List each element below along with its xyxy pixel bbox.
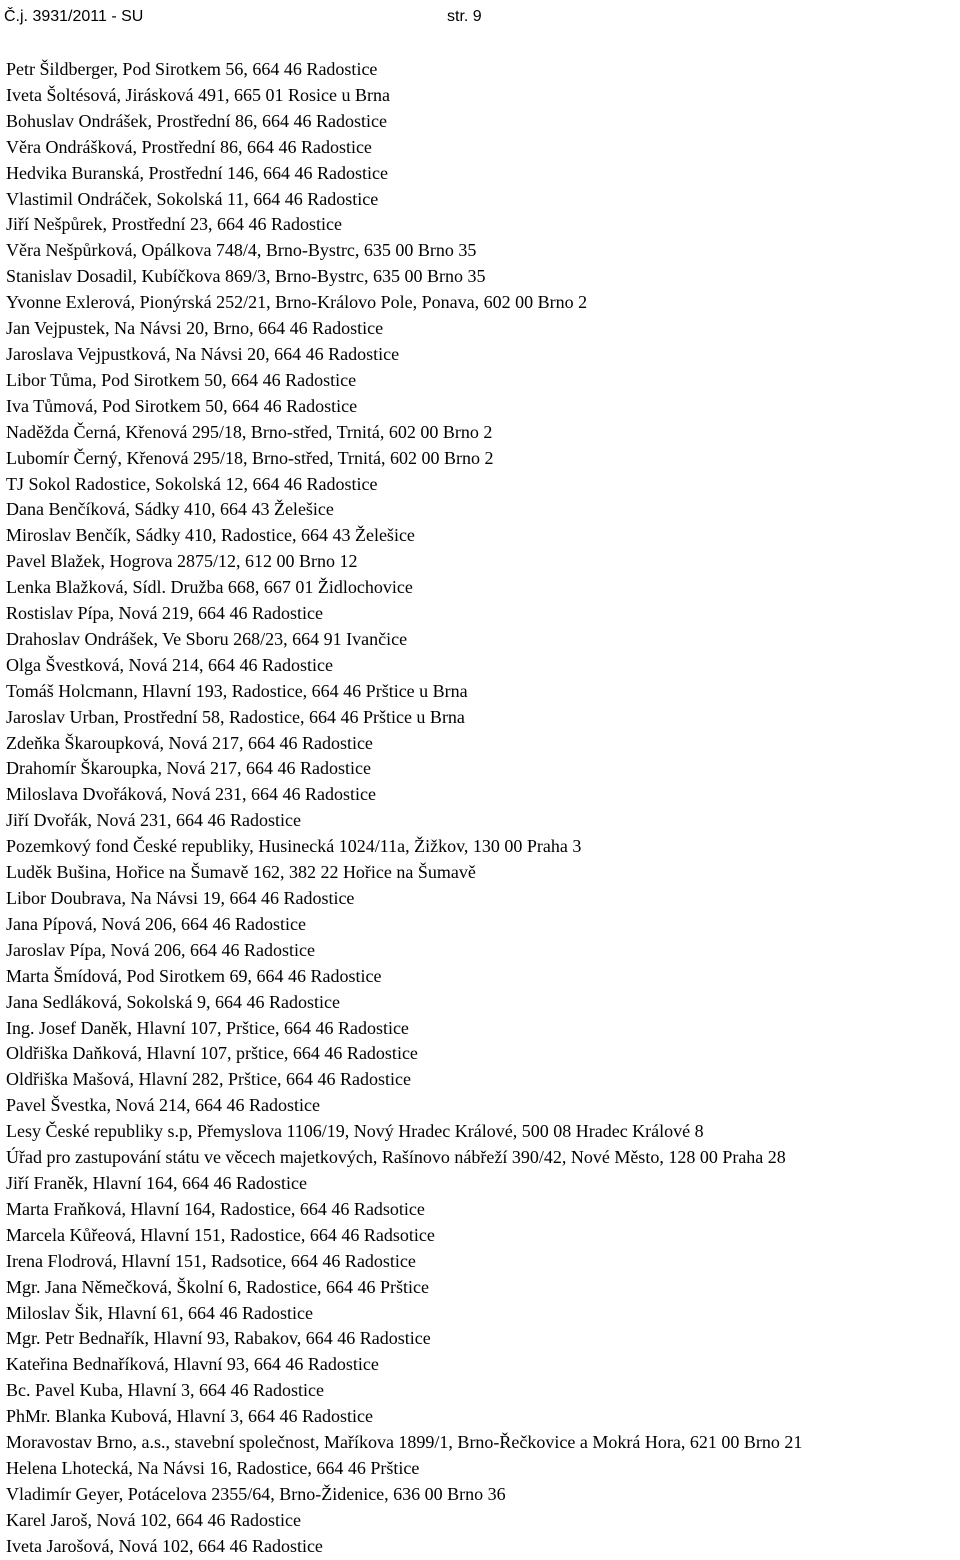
list-item: Miloslav Šik, Hlavní 61, 664 46 Radostice — [6, 1302, 313, 1323]
list-item: Lenka Blažková, Sídl. Družba 668, 667 01 Židlochovice — [6, 577, 413, 598]
list-item: Pavel Blažek, Hogrova 2875/12, 612 00 Brno 12 — [6, 551, 358, 572]
list-item: Jiří Franěk, Hlavní 164, 664 46 Radostice — [6, 1172, 307, 1193]
list-item: Miloslava Dvořáková, Nová 231, 664 46 Radostice — [6, 784, 376, 805]
list-item: Dana Benčíková, Sádky 410, 664 43 Želešice — [6, 499, 334, 520]
list-item: Jana Sedláková, Sokolská 9, 664 46 Radostice — [6, 991, 340, 1012]
list-item: Karel Jaroš, Nová 102, 664 46 Radostice — [6, 1509, 301, 1530]
list-item: Libor Tůma, Pod Sirotkem 50, 664 46 Radostice — [6, 369, 357, 390]
list-item: Jiří Nešpůrek, Prostřední 23, 664 46 Radostice — [6, 214, 342, 235]
list-item: Iveta Jarošová, Nová 102, 664 46 Radostice — [6, 1535, 323, 1556]
list-item: Kateřina Bednaříková, Hlavní 93, 664 46 Radostice — [6, 1354, 379, 1375]
list-item: Petr Šildberger, Pod Sirotkem 56, 664 46 Radostice — [6, 59, 378, 79]
list-item: Úřad pro zastupování státu ve věcech majetkových, Rašínovo nábřeží 390/42, Nové Město, 128 00 Praha 28 — [6, 1147, 786, 1168]
list-item: Marcela Kůřeová, Hlavní 151, Radostice, 664 46 Radsotice — [6, 1224, 435, 1245]
list-item: Zdeňka Škaroupková, Nová 217, 664 46 Radostice — [6, 732, 373, 753]
list-item: Lubomír Černý, Křenová 295/18, Brno-střed, Trnitá, 602 00 Brno 2 — [6, 447, 494, 468]
list-item: Jan Vejpustek, Na Návsi 20, Brno, 664 46 Radostice — [6, 318, 384, 339]
list-item: Jiří Dvořák, Nová 231, 664 46 Radostice — [6, 810, 301, 831]
list-item: Bc. Pavel Kuba, Hlavní 3, 664 46 Radostice — [6, 1380, 324, 1401]
list-item: Jaroslava Vejpustková, Na Návsi 20, 664 46 Radostice — [6, 343, 400, 364]
list-item: Iveta Šoltésová, Jirásková 491, 665 01 Rosice u Brna — [6, 84, 390, 105]
list-item: Iva Tůmová, Pod Sirotkem 50, 664 46 Radostice — [6, 395, 358, 416]
page-header — [4, 6, 954, 28]
list-item: Libor Doubrava, Na Návsi 19, 664 46 Radostice — [6, 888, 355, 908]
list-item: Oldřiška Mašová, Hlavní 282, Prštice, 664 46 Radostice — [6, 1069, 411, 1090]
document-reference: Č.j. 3931/2011 - SU — [4, 8, 144, 25]
list-item: Irena Flodrová, Hlavní 151, Radsotice, 664 46 Radostice — [6, 1250, 416, 1271]
list-item: Naděžda Černá, Křenová 295/18, Brno-střed, Trnitá, 602 00 Brno 2 — [6, 421, 493, 442]
list-item: Věra Nešpůrková, Opálkova 748/4, Brno-Bystrc, 635 00 Brno 35 — [6, 240, 477, 261]
list-item: Yvonne Exlerová, Pionýrská 252/21, Brno-Královo Pole, Ponava, 602 00 Brno 2 — [6, 292, 588, 313]
list-item: Tomáš Holcmann, Hlavní 193, Radostice, 664 46 Prštice u Brna — [6, 680, 468, 701]
list-item: TJ Sokol Radostice, Sokolská 12, 664 46 Radostice — [6, 473, 378, 494]
list-item: PhMr. Blanka Kubová, Hlavní 3, 664 46 Radostice — [6, 1406, 373, 1427]
list-item: Oldřiška Daňková, Hlavní 107, prštice, 664 46 Radostice — [6, 1043, 418, 1064]
list-item: Vlastimil Ondráček, Sokolská 11, 664 46 Radostice — [6, 188, 379, 209]
list-item: Pavel Švestka, Nová 214, 664 46 Radostice — [6, 1095, 320, 1116]
list-item: Mgr. Petr Bednařík, Hlavní 93, Rabakov, 664 46 Radostice — [6, 1328, 431, 1349]
recipient-list — [6, 57, 802, 1560]
list-item: Bohuslav Ondrášek, Prostřední 86, 664 46 Radostice — [6, 110, 387, 131]
list-item: Drahomír Škaroupka, Nová 217, 664 46 Radostice — [6, 758, 371, 779]
list-item: Hedvika Buranská, Prostřední 146, 664 46 Radostice — [6, 162, 388, 183]
list-item: Luděk Bušina, Hořice na Šumavě 162, 382 22 Hořice na Šumavě — [6, 862, 476, 883]
list-item: Marta Fraňková, Hlavní 164, Radostice, 664 46 Radsotice — [6, 1198, 425, 1219]
list-item: Pozemkový fond České republiky, Husinecká 1024/11a, Žižkov, 130 00 Praha 3 — [6, 836, 582, 857]
list-item: Věra Ondrášková, Prostřední 86, 664 46 Radostice — [6, 136, 372, 157]
list-item: Moravostav Brno, a.s., stavební společnost, Maříkova 1899/1, Brno-Řečkovice a Mokrá Hora, 621 00 Brno 21 — [6, 1432, 803, 1453]
list-item: Vladimír Geyer, Potácelova 2355/64, Brno-Židenice, 636 00 Brno 36 — [6, 1483, 506, 1504]
list-item: Helena Lhotecká, Na Návsi 16, Radostice, 664 46 Prštice — [6, 1457, 420, 1478]
list-item: Olga Švestková, Nová 214, 664 46 Radostice — [6, 654, 333, 675]
list-item: Marta Šmídová, Pod Sirotkem 69, 664 46 Radostice — [6, 965, 382, 986]
list-item: Ing. Josef Daněk, Hlavní 107, Prštice, 664 46 Radostice — [6, 1017, 409, 1038]
list-item: Miroslav Benčík, Sádky 410, Radostice, 664 43 Želešice — [6, 525, 415, 546]
list-item: Mgr. Jana Němečková, Školní 6, Radostice, 664 46 Prštice — [6, 1276, 429, 1297]
list-item: Lesy České republiky s.p, Přemyslova 1106/19, Nový Hradec Králové, 500 08 Hradec Králové 8 — [6, 1121, 704, 1142]
list-item: Jaroslav Urban, Prostřední 58, Radostice, 664 46 Prštice u Brna — [6, 706, 465, 727]
list-item: Jana Pípová, Nová 206, 664 46 Radostice — [6, 913, 306, 934]
list-item: Drahoslav Ondrášek, Ve Sboru 268/23, 664 91 Ivančice — [6, 628, 408, 649]
list-item: Jaroslav Pípa, Nová 206, 664 46 Radostice — [6, 939, 315, 960]
page-number: str. 9 — [447, 8, 482, 25]
list-item: Stanislav Dosadil, Kubíčkova 869/3, Brno-Bystrc, 635 00 Brno 35 — [6, 266, 486, 287]
list-item: Rostislav Pípa, Nová 219, 664 46 Radostice — [6, 603, 323, 624]
